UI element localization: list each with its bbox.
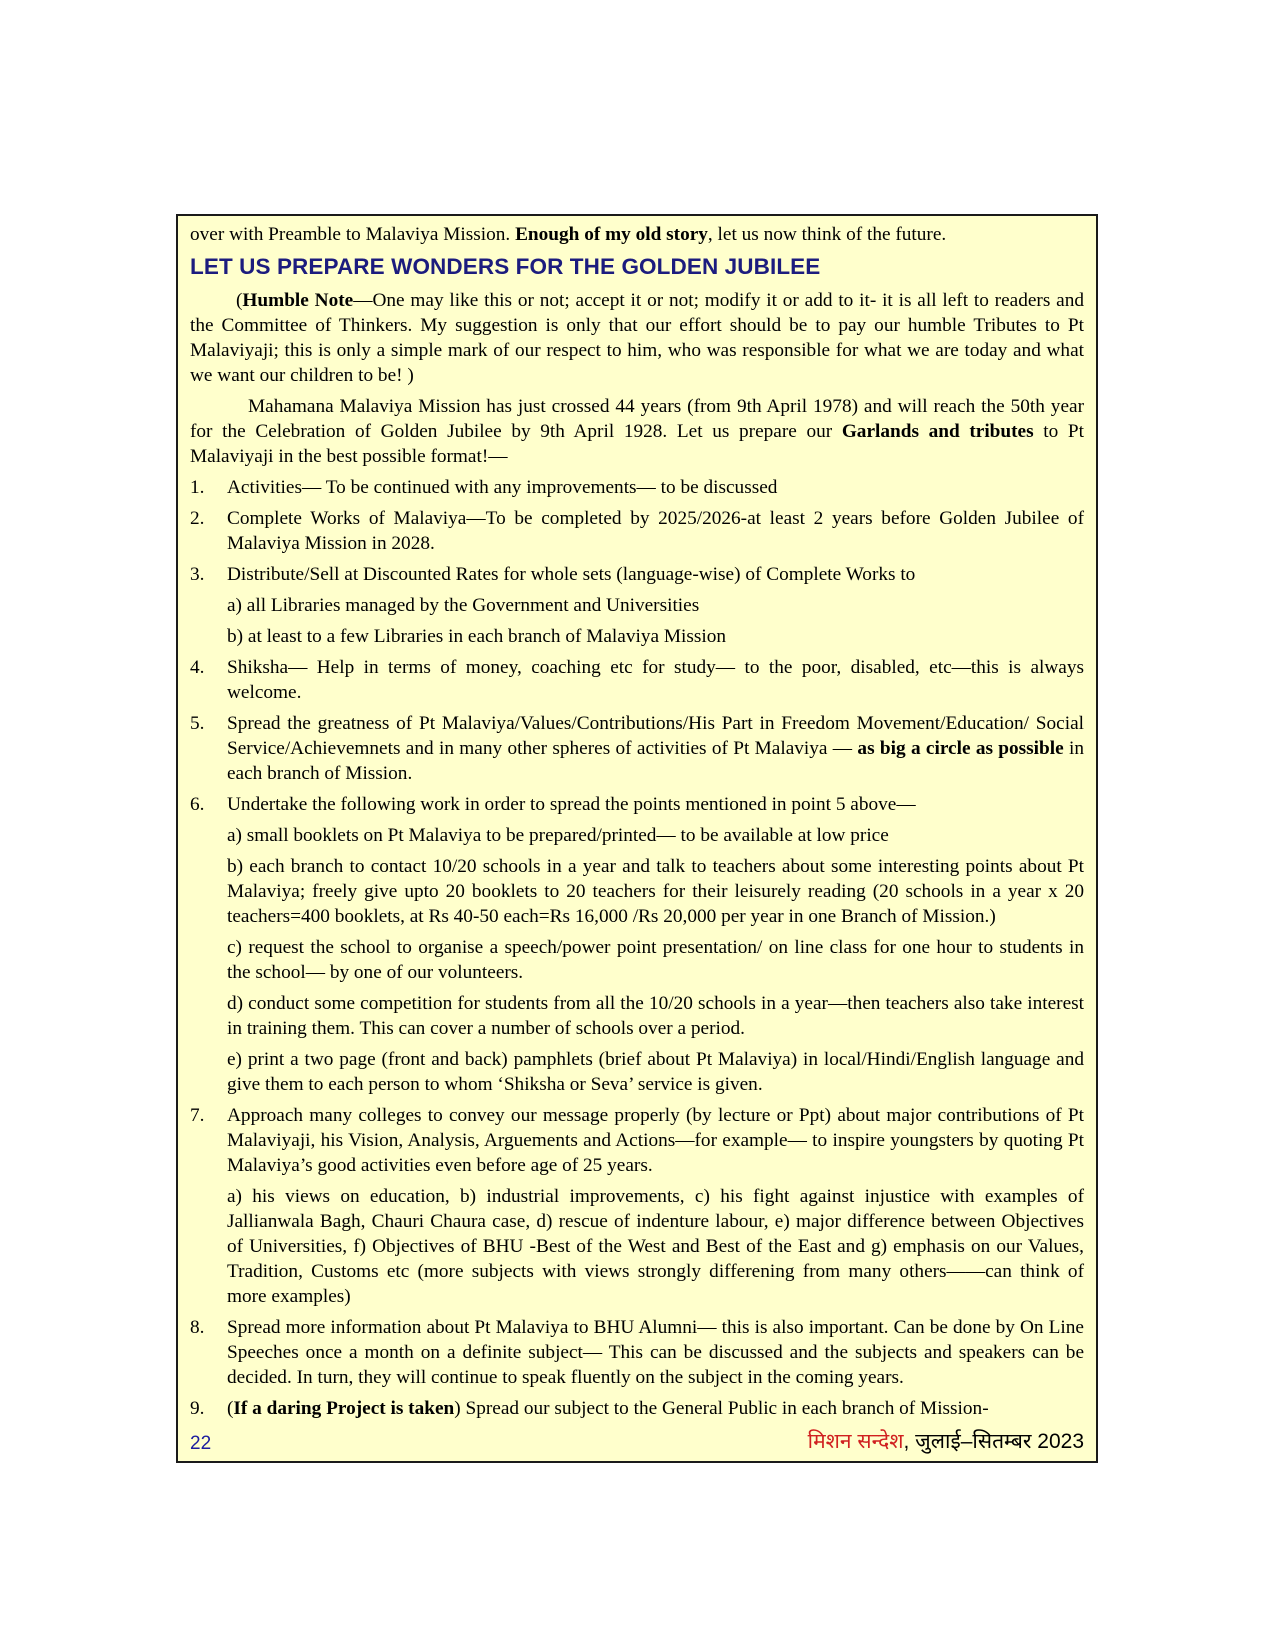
journal-issue xyxy=(808,1427,1084,1455)
list-number: 8. xyxy=(190,1317,205,1338)
sub-item-6d: d) conduct some competition for students from all the 10/20 schools in a year—then teachers also take interest in training them. This can cover a number of schools over a period. xyxy=(227,993,1084,1039)
list-number: 2. xyxy=(190,508,205,529)
humble-note-paragraph xyxy=(190,288,1084,388)
page-footer xyxy=(190,1427,1084,1455)
section-heading: LET US PREPARE WONDERS FOR THE GOLDEN JUBILEE xyxy=(190,254,821,279)
list-item-5 xyxy=(190,711,1084,786)
sub-item-3a: a) all Libraries managed by the Government and Universities xyxy=(227,595,700,616)
list-text-bold: If a daring Project is taken xyxy=(233,1398,455,1419)
mission-bold: Garlands and tributes xyxy=(841,421,1034,442)
page-panel xyxy=(176,214,1098,1463)
list-number: 1. xyxy=(190,477,205,498)
list-number: 4. xyxy=(190,657,205,678)
list-number: 7. xyxy=(190,1105,205,1126)
list-text: Shiksha— Help in terms of money, coaching etc for study— to the poor, disabled, etc—this is always welcome. xyxy=(227,657,1084,703)
list-item-8 xyxy=(190,1315,1084,1390)
list-text: Approach many colleges to convey our message properly (by lecture or Ppt) about major contributions of Pt Malaviyaji, his Vision, Analysis, Arguements and Actions—for example— to inspire youngsters by quoting Pt Malaviya’s good activities even before age of 25 years. xyxy=(227,1105,1084,1176)
list-text-part-end: ) Spread our subject to the General Public in each branch of Mission- xyxy=(454,1398,989,1419)
list-text: Activities— To be continued with any improvements— to be discussed xyxy=(227,477,778,498)
mission-text-end: to Pt Malaviyaji in the best possible format!— xyxy=(190,421,1085,467)
list-number: 9. xyxy=(190,1398,205,1419)
list-text-part: Spread the greatness of Pt Malaviya/Values/Contributions/His Part in Freedom Movement/Education/ Social Service/Achievemnets and in many other spheres of activities of Pt Malaviya — xyxy=(227,713,1084,759)
list-text xyxy=(227,1396,1084,1421)
list-text-bold: as big a circle as possible xyxy=(857,738,1064,759)
page-number: 22 xyxy=(190,1433,212,1454)
list-text-part-end: in each branch of Mission. xyxy=(227,738,1084,784)
list-number: 6. xyxy=(190,794,205,815)
list-item-3 xyxy=(190,562,1084,587)
note-paren: ( xyxy=(236,290,243,311)
intro-text-end: , let us now think of the future. xyxy=(707,224,947,245)
list-text: Distribute/Sell at Discounted Rates for whole sets (language-wise) of Complete Works to xyxy=(227,564,916,585)
list-item-9 xyxy=(190,1396,1084,1421)
sub-item-6c: c) request the school to organise a speech/power point presentation/ on line class for one hour to students in the school— by one of our volunteers. xyxy=(227,937,1084,983)
list-item-4 xyxy=(190,655,1084,705)
intro-bold: Enough of my old story xyxy=(515,224,708,245)
sub-item-6a: a) small booklets on Pt Malaviya to be prepared/printed— to be available at low price xyxy=(227,825,889,846)
sub-item-3b: b) at least to a few Libraries in each branch of Malaviya Mission xyxy=(227,626,726,647)
list-text-paren: ( xyxy=(227,1398,234,1419)
list-text xyxy=(227,711,1084,786)
mission-text: Mahamana Malaviya Mission has just crossed 44 years (from 9th April 1978) and will reach the 50th year for the Celebration of Golden Jubilee by 9th April 1928. Let us prepare our xyxy=(190,396,1084,442)
mission-paragraph xyxy=(190,394,1084,469)
intro-text: over with Preamble to Malaviya Mission. xyxy=(190,224,516,245)
list-item-1 xyxy=(190,475,1084,500)
list-number: 3. xyxy=(190,564,205,585)
intro-paragraph xyxy=(190,222,1084,247)
sub-item-6b: b) each branch to contact 10/20 schools in a year and talk to teachers about some interesting points about Pt Malaviya; freely give upto 20 booklets to 20 teachers for their leisurely reading (20 schools in a year x 20 teachers=400 booklets, at Rs 40-50 each=Rs 16,000 /Rs 20,000 per year in one Branch of Mission.) xyxy=(227,856,1084,927)
humble-note-text: —One may like this or not; accept it or not; modify it or add to it- it is all left to readers and the Committee of Thinkers. My suggestion is only that our effort should be to pay our humble Tributes to Pt Malaviyaji; this is only a simple mark of our respect to him, who was responsible for what we are today and what we want our children to be! ) xyxy=(190,290,1084,386)
humble-note-label: Humble Note xyxy=(242,290,354,311)
list-text: Complete Works of Malaviya—To be completed by 2025/2026-at least 2 years before Golden Jubilee of Malaviya Mission in 2028. xyxy=(227,508,1084,554)
list-item-6 xyxy=(190,792,1084,817)
list-text: Undertake the following work in order to spread the points mentioned in point 5 above— xyxy=(227,794,916,815)
list-item-2 xyxy=(190,506,1084,556)
list-item-7 xyxy=(190,1103,1084,1178)
sub-item-7a: a) his views on education, b) industrial improvements, c) his fight against injustice with examples of Jallianwala Bagh, Chauri Chaura case, d) rescue of indenture labour, e) major difference between Objectives of Universities, f) Objectives of BHU -Best of the West and Best of the East and g) emphasis on our Values, Tradition, Customs etc (more subjects with views strongly differening from many others——can think of more examples) xyxy=(227,1186,1084,1307)
sub-item-6e: e) print a two page (front and back) pamphlets (brief about Pt Malaviya) in local/Hindi/English language and give them to each person to whom ‘Shiksha or Seva’ service is given. xyxy=(227,1049,1084,1095)
list-number: 5. xyxy=(190,713,205,734)
list-text: Spread more information about Pt Malaviya to BHU Alumni— this is also important. Can be done by On Line Speeches once a month on a definite subject— This can be discussed and the subjects and speakers can be decided. In turn, they will continue to speak fluently on the subject in the coming years. xyxy=(227,1317,1084,1388)
issue-date: , जुलाई–सितम्बर 2023 xyxy=(903,1430,1084,1453)
journal-name: मिशन सन्देश xyxy=(807,1430,904,1453)
